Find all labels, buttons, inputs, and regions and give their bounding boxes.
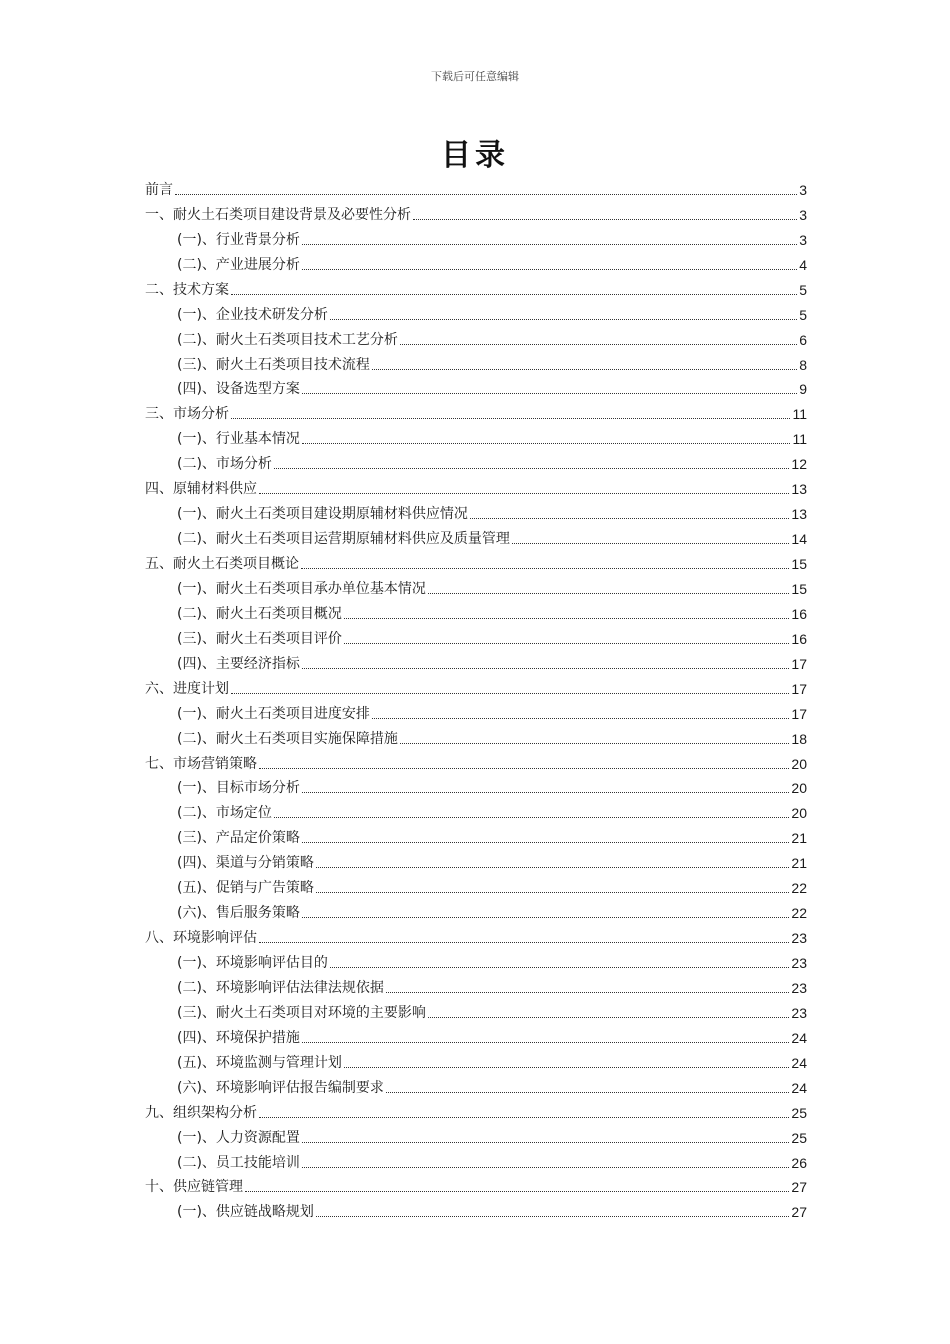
toc-entry-title: (六)、环境影响评估报告编制要求 [177,1079,384,1096]
toc-entry[interactable] [145,648,807,673]
toc-entry[interactable] [145,797,807,822]
toc-entry-title: (一)、行业基本情况 [177,431,300,448]
toc-entry-title: (一)、耐火土石类项目承办单位基本情况 [177,580,426,597]
toc-page-number: 14 [791,531,807,548]
toc-entry[interactable] [145,349,807,374]
toc-entry-title: 一、耐火土石类项目建设背景及必要性分析 [145,206,411,223]
toc-dot-leader [302,1142,789,1143]
toc-page-number: 13 [791,506,807,523]
toc-dot-leader [330,319,797,320]
toc-page-number: 12 [791,456,807,473]
toc-page-number: 13 [791,481,807,498]
toc-dot-leader [470,518,789,519]
toc-page-number: 21 [791,855,807,872]
toc-dot-leader [302,792,789,793]
toc-page-number: 11 [792,431,807,448]
toc-entry-title: (四)、主要经济指标 [177,655,300,672]
toc-page-number: 25 [791,1129,807,1146]
toc-dot-leader [259,768,789,769]
toc-page-number: 16 [791,605,807,622]
toc-entry-title: 七、市场营销策略 [145,755,257,772]
toc-page-number: 27 [791,1179,807,1196]
toc-dot-leader [330,967,789,968]
toc-dot-leader [302,1042,789,1043]
toc-dot-leader [400,344,797,345]
toc-page-number: 8 [799,356,807,373]
toc-entry[interactable] [145,872,807,897]
toc-entry[interactable] [145,199,807,224]
toc-entry[interactable] [145,448,807,473]
toc-entry[interactable] [145,398,807,423]
toc-entry-title: (二)、员工技能培训 [177,1154,300,1171]
toc-entry-title: (一)、供应链战略规划 [177,1204,314,1221]
toc-entry[interactable] [145,922,807,947]
toc-dot-leader [231,294,797,295]
toc-page-number: 26 [791,1154,807,1171]
toc-entry[interactable] [145,1097,807,1122]
toc-entry-title: (一)、耐火土石类项目进度安排 [177,705,370,722]
header-note: 下载后可任意编辑 [431,70,519,83]
toc-entry-title: (三)、耐火土石类项目对环境的主要影响 [177,1004,426,1021]
toc-entry-title: 四、原辅材料供应 [145,481,257,498]
toc-dot-leader [316,1216,789,1217]
toc-entry-title: (二)、耐火土石类项目运营期原辅材料供应及质量管理 [177,531,510,548]
toc-page-number: 17 [791,705,807,722]
toc-dot-leader [344,618,789,619]
toc-dot-leader [301,568,789,569]
toc-page-number: 4 [799,256,807,273]
toc-page-number: 24 [791,1054,807,1071]
toc-page-number: 24 [791,1029,807,1046]
toc-dot-leader [302,917,789,918]
toc-dot-leader [231,693,789,694]
toc-entry[interactable] [145,723,807,748]
toc-page-number: 20 [791,755,807,772]
toc-entry[interactable] [145,972,807,997]
toc-page-number: 3 [799,206,807,223]
toc-dot-leader [259,1117,789,1118]
toc-entry-title: (三)、耐火土石类项目技术流程 [177,356,370,373]
toc-page-number: 24 [791,1079,807,1096]
toc-entry-title: (二)、耐火土石类项目技术工艺分析 [177,331,398,348]
toc-page-number: 23 [791,979,807,996]
toc-dot-leader [302,269,797,270]
toc-entry[interactable] [145,548,807,573]
toc-entry-title: (四)、设备选型方案 [177,381,300,398]
toc-entry-title: (一)、行业背景分析 [177,231,300,248]
toc-entry[interactable] [145,324,807,349]
toc-page-number: 23 [791,930,807,947]
toc-entry[interactable] [145,498,807,523]
toc-entry-title: (六)、售后服务策略 [177,905,300,922]
toc-dot-leader [302,244,797,245]
toc-entry[interactable] [145,847,807,872]
toc-dot-leader [259,493,789,494]
table-of-contents [145,174,807,1221]
toc-entry-title: 前言 [145,181,173,198]
toc-dot-leader [428,1017,789,1018]
toc-entry[interactable] [145,299,807,324]
toc-page-number: 5 [799,281,807,298]
toc-entry[interactable] [145,673,807,698]
toc-dot-leader [231,418,790,419]
toc-page-number: 5 [799,306,807,323]
toc-page-number: 3 [799,231,807,248]
toc-entry-title: (四)、渠道与分销策略 [177,855,314,872]
toc-page-number: 23 [791,955,807,971]
toc-page-number: 27 [791,1204,807,1221]
toc-entry[interactable] [145,773,807,798]
toc-entry[interactable] [145,573,807,598]
toc-dot-leader [316,867,789,868]
toc-entry-title: 三、市场分析 [145,406,229,423]
toc-dot-leader [372,369,797,370]
toc-dot-leader [413,219,797,220]
toc-entry-title: (三)、耐火土石类项目评价 [177,630,342,647]
toc-entry-title: 六、进度计划 [145,680,229,697]
toc-page-number: 25 [791,1104,807,1121]
toc-page-number: 17 [791,655,807,672]
toc-entry[interactable] [145,598,807,623]
toc-entry-title: (二)、市场分析 [177,456,272,473]
toc-dot-leader [302,1167,789,1168]
toc-entry[interactable] [145,174,807,199]
toc-dot-leader [259,942,789,943]
toc-entry-title: 九、组织架构分析 [145,1104,257,1121]
toc-entry[interactable] [145,274,807,299]
toc-entry-title: 五、耐火土石类项目概论 [145,556,299,572]
toc-entry[interactable] [145,1196,807,1221]
toc-entry[interactable] [145,224,807,249]
toc-entry-title: (一)、环境影响评估目的 [177,955,328,971]
toc-dot-leader [372,718,789,719]
toc-entry[interactable] [145,947,807,972]
page-title: 目录 [441,138,509,173]
toc-entry[interactable] [145,698,807,723]
toc-page-number: 9 [799,381,807,398]
toc-dot-leader [316,892,789,893]
toc-entry-title: 二、技术方案 [145,281,229,298]
toc-entry[interactable] [145,423,807,448]
toc-entry-title: 八、环境影响评估 [145,930,257,947]
toc-entry-title: (二)、市场定位 [177,805,272,822]
toc-dot-leader [386,1092,789,1093]
toc-entry-title: (一)、目标市场分析 [177,780,300,797]
toc-entry[interactable] [145,473,807,498]
toc-entry-title: (四)、环境保护措施 [177,1029,300,1046]
toc-dot-leader [302,443,791,444]
toc-entry-title: (一)、企业技术研发分析 [177,306,328,323]
toc-entry-title: (二)、环境影响评估法律法规依据 [177,979,384,996]
toc-entry[interactable] [145,623,807,648]
toc-dot-leader [175,194,797,195]
toc-dot-leader [428,593,789,594]
toc-entry[interactable] [145,748,807,773]
toc-dot-leader [274,817,789,818]
toc-page-number: 3 [799,181,807,198]
toc-dot-leader [400,743,789,744]
toc-entry-title: 十、供应链管理 [145,1179,243,1196]
toc-dot-leader [302,668,789,669]
toc-entry[interactable] [145,249,807,274]
toc-entry[interactable] [145,374,807,399]
toc-entry-title: (二)、耐火土石类项目实施保障措施 [177,730,398,747]
toc-entry-title: (五)、环境监测与管理计划 [177,1054,342,1071]
toc-dot-leader [344,1067,789,1068]
toc-dot-leader [386,992,789,993]
toc-page-number: 23 [791,1004,807,1021]
toc-dot-leader [302,842,789,843]
toc-page-number: 18 [791,730,807,747]
toc-entry-title: (三)、产品定价策略 [177,830,300,847]
toc-entry[interactable] [145,1022,807,1047]
toc-page-number: 20 [791,780,807,797]
toc-entry[interactable] [145,1047,807,1072]
toc-entry-title: (一)、耐火土石类项目建设期原辅材料供应情况 [177,506,468,523]
toc-dot-leader [302,393,797,394]
toc-entry-title: (一)、人力资源配置 [177,1129,300,1146]
toc-entry[interactable] [145,1147,807,1172]
toc-page-number: 11 [792,406,807,423]
toc-dot-leader [512,543,789,544]
toc-page-number: 22 [791,880,807,897]
toc-dot-leader [344,643,789,644]
toc-dot-leader [274,468,789,469]
toc-entry[interactable] [145,1172,807,1197]
toc-entry-title: (二)、耐火土石类项目概况 [177,605,342,622]
toc-page-number: 16 [791,630,807,647]
toc-page-number: 20 [791,805,807,822]
toc-page-number: 6 [799,331,807,348]
toc-entry[interactable] [145,1122,807,1147]
toc-entry-title: (二)、产业进展分析 [177,256,300,273]
toc-entry[interactable] [145,1072,807,1097]
toc-entry[interactable] [145,523,807,548]
toc-page-number: 22 [791,905,807,922]
toc-page-number: 21 [791,830,807,847]
toc-dot-leader [245,1191,789,1192]
toc-entry-title: (五)、促销与广告策略 [177,880,314,897]
toc-page-number: 15 [791,556,807,572]
toc-entry[interactable] [145,997,807,1022]
toc-entry[interactable] [145,822,807,847]
toc-page-number: 17 [791,680,807,697]
toc-entry[interactable] [145,897,807,922]
toc-page-number: 15 [791,580,807,597]
